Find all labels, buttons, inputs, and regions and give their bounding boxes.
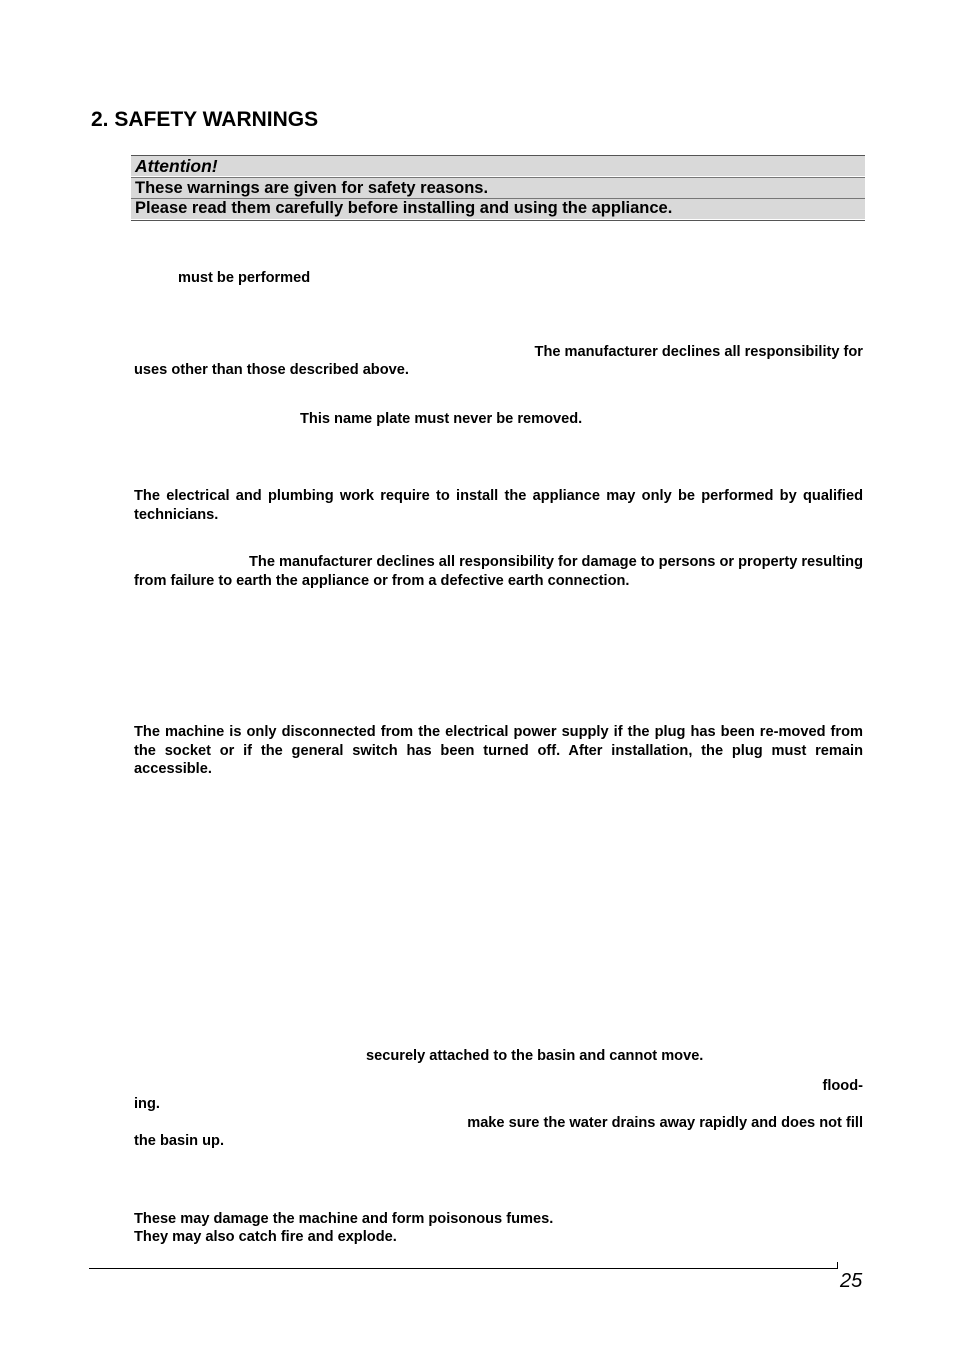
text-securely-attached: securely attached to the basin and cannot move. (366, 1048, 704, 1064)
text-qualified-technicians: The electrical and plumbing work require to install the appliance may only be performed by qualified technicians. (134, 488, 863, 523)
text-responsibility-line-2: uses other than those described above. (134, 362, 409, 378)
text-drains-line-2: the basin up. (134, 1133, 224, 1149)
text-earth-connection: The manufacturer declines all responsibility for damage to persons or property resulting from failure to earth the appliance or from a defective earth connection. (134, 554, 863, 589)
text-power-disconnect: The machine is only disconnected from the electrical power supply if the plug has been re-moved from the socket or if the general switch has been turned off. After installation, the plug must remain accessible. (134, 724, 863, 777)
page-number: 25 (840, 1270, 863, 1292)
text-must-be-performed: must be performed (178, 270, 311, 286)
attention-heading: Attention! (135, 156, 218, 176)
footer-rule (89, 1268, 837, 1269)
text-flooding-line-2: ing. (134, 1096, 160, 1112)
attention-box (131, 155, 865, 221)
text-fire-explode: They may also catch fire and explode. (134, 1229, 397, 1245)
text-poisonous-fumes: These may damage the machine and form poisonous fumes. (134, 1211, 554, 1227)
text-flooding-line-1: flood- (822, 1078, 863, 1094)
section-title: 2. SAFETY WARNINGS (91, 108, 319, 131)
footer-rule-tick (837, 1262, 838, 1269)
attention-line-2: Please read them carefully before installing and using the appliance. (135, 199, 673, 217)
text-name-plate: This name plate must never be removed. (300, 411, 583, 427)
attention-line-1: These warnings are given for safety reasons. (135, 179, 489, 197)
text-responsibility-line-1: The manufacturer declines all responsibility for (534, 344, 863, 360)
text-drains-line-1: make sure the water drains away rapidly and does not fill (467, 1115, 863, 1131)
